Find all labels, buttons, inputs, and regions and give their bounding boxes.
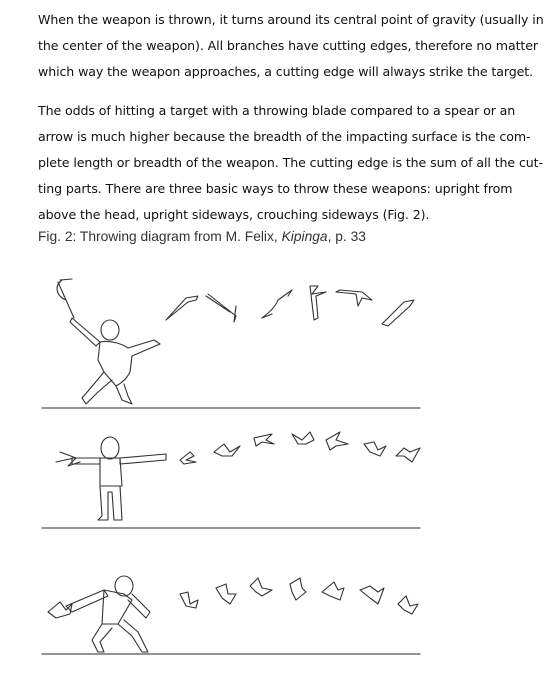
caption-source-title: Kipinga — [281, 229, 328, 244]
blade — [262, 290, 292, 318]
blade — [216, 584, 236, 604]
blade — [364, 442, 386, 456]
text-line: plete length or breadth of the weapon. The cutting edge is the sum of all the cut- — [38, 155, 543, 170]
text-line: arrow is much higher because the breadth of the impacting surface is the com- — [38, 129, 531, 144]
text-line: The odds of hitting a target with a throwing blade compared to a spear or an — [38, 103, 516, 118]
text-line: ting parts. There are three basic ways to throw these weapons: upright from — [38, 181, 513, 196]
text-line: When the weapon is thrown, it turns around its central point of gravity (usually in — [38, 12, 544, 27]
blade — [336, 290, 372, 306]
thrower-figure — [56, 437, 166, 520]
blade — [206, 294, 236, 322]
thrower-figure — [57, 279, 160, 404]
blade — [166, 296, 198, 320]
blade — [214, 444, 240, 456]
blade — [326, 432, 348, 450]
blade — [310, 286, 326, 320]
blade — [322, 582, 344, 600]
blade — [398, 596, 418, 614]
row-overhead-throw — [42, 279, 420, 408]
row-sideways-throw — [42, 432, 420, 528]
caption-suffix: , p. 33 — [327, 229, 366, 244]
text-line: which way the weapon approaches, a cutting edge will always strike the target. — [38, 64, 533, 79]
blade — [396, 448, 420, 462]
row-crouching-throw — [42, 576, 420, 654]
thrower-figure — [48, 576, 150, 652]
text-line: above the head, upright sideways, crouching sideways (Fig. 2). — [38, 207, 430, 222]
caption-prefix: Fig. 2: Throwing diagram from M. Felix, — [38, 229, 282, 244]
blade — [290, 578, 306, 600]
blade — [382, 300, 414, 326]
blade — [180, 452, 196, 464]
blade — [250, 578, 272, 596]
blade — [360, 586, 384, 604]
blade — [254, 434, 274, 446]
text-line: the center of the weapon). All branches have cutting edges, therefore no matter — [38, 38, 538, 53]
blade — [292, 432, 314, 444]
blade — [180, 592, 198, 608]
